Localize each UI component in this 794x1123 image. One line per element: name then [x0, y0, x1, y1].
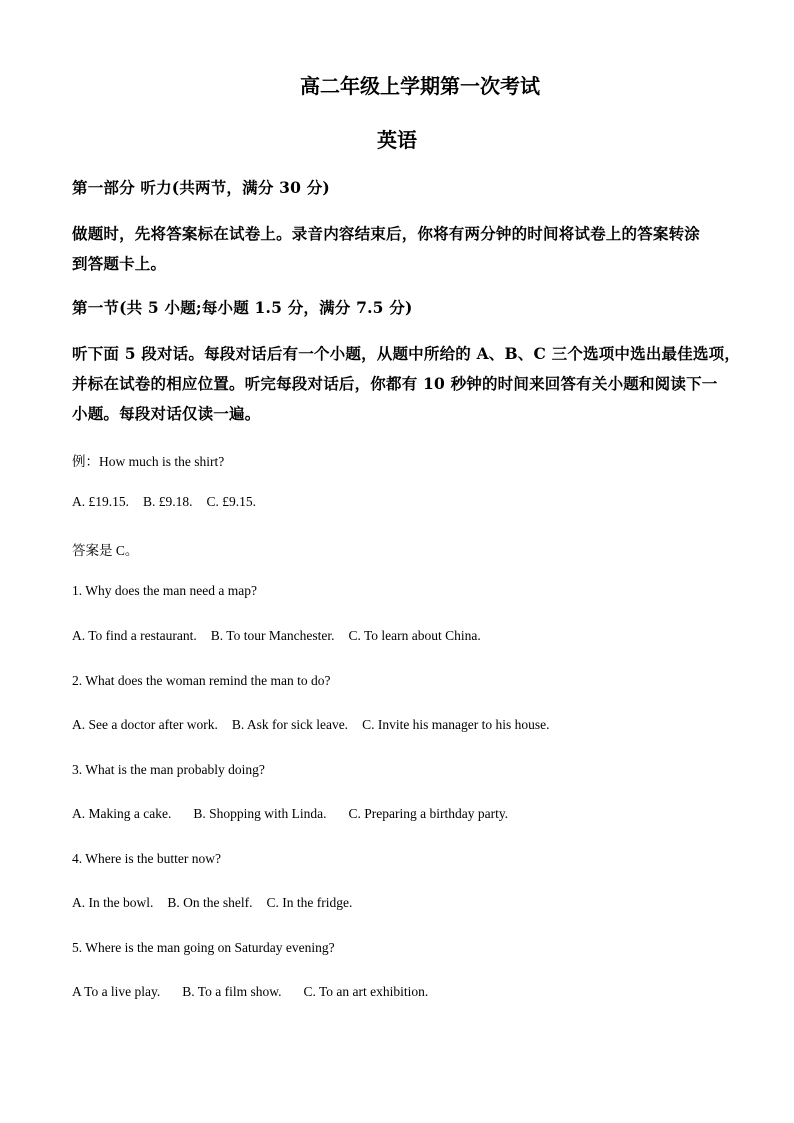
- question-2-options: [72, 717, 564, 733]
- question-4-option-c: C. In the fridge.: [266, 895, 353, 910]
- question-2-option-a: A. See a doctor after work.: [72, 717, 218, 732]
- example-answer: 答案是 C。: [72, 543, 139, 558]
- question-4: 4. Where is the butter now?: [72, 851, 221, 866]
- question-1-option-a: A. To find a restaurant.: [72, 628, 197, 643]
- question-5: 5. Where is the man going on Saturday evening?: [72, 940, 335, 955]
- example-question: 例：How much is the shirt?: [72, 454, 225, 469]
- question-3-options: [72, 806, 522, 822]
- part-instruction-line-2: 到答题卡上。: [72, 254, 167, 273]
- section-instruction-line-2: 并标在试卷的相应位置。听完每段对话后，你都有 10 秒钟的时间来回答有关小题和阅读下一: [72, 374, 718, 393]
- section-heading: 第一节(共 5 小题;每小题 1.5 分，满分 7.5 分): [72, 298, 413, 317]
- question-4-option-b: B. On the shelf.: [167, 895, 253, 910]
- question-5-option-b: B. To a film show.: [182, 984, 282, 999]
- question-3: 3. What is the man probably doing?: [72, 762, 265, 777]
- question-2-option-b: B. Ask for sick leave.: [231, 717, 349, 732]
- question-2-option-c: C. Invite his manager to his house.: [362, 717, 550, 732]
- section-instruction-line-3: 小题。每段对话仅读一遍。: [72, 404, 261, 423]
- question-2: 2. What does the woman remind the man to do?: [72, 673, 331, 688]
- example-option-a: A. £19.15.: [72, 494, 129, 509]
- question-5-option-a: A To a live play.: [72, 984, 161, 999]
- section-instruction-line-1: 听下面 5 段对话。每段对话后有一个小题，从题中所给的 A、B、C 三个选项中选出最佳选项，: [72, 344, 741, 363]
- question-5-options: [72, 984, 442, 1000]
- question-4-options: [72, 895, 366, 911]
- page-title: 高二年级上学期第一次考试: [300, 74, 540, 98]
- question-1-option-c: C. To learn about China.: [348, 628, 481, 643]
- question-4-option-a: A. In the bowl.: [72, 895, 154, 910]
- example-options: [72, 494, 270, 510]
- question-1-option-b: B. To tour Manchester.: [210, 628, 335, 643]
- question-3-option-b: B. Shopping with Linda.: [193, 806, 327, 821]
- question-1: 1. Why does the man need a map?: [72, 583, 257, 598]
- question-3-option-c: C. Preparing a birthday party.: [348, 806, 509, 821]
- example-option-b: B. £9.18.: [143, 494, 193, 509]
- question-1-options: [72, 628, 495, 644]
- question-5-option-c: C. To an art exhibition.: [303, 984, 429, 999]
- example-option-c: C. £9.15.: [206, 494, 257, 509]
- part-instruction-line-1: 做题时，先将答案标在试卷上。录音内容结束后，你将有两分钟的时间将试卷上的答案转涂: [72, 224, 701, 243]
- subject-title: 英语: [377, 128, 417, 152]
- part-heading: 第一部分 听力(共两节，满分 30 分): [72, 178, 330, 197]
- question-3-option-a: A. Making a cake.: [72, 806, 172, 821]
